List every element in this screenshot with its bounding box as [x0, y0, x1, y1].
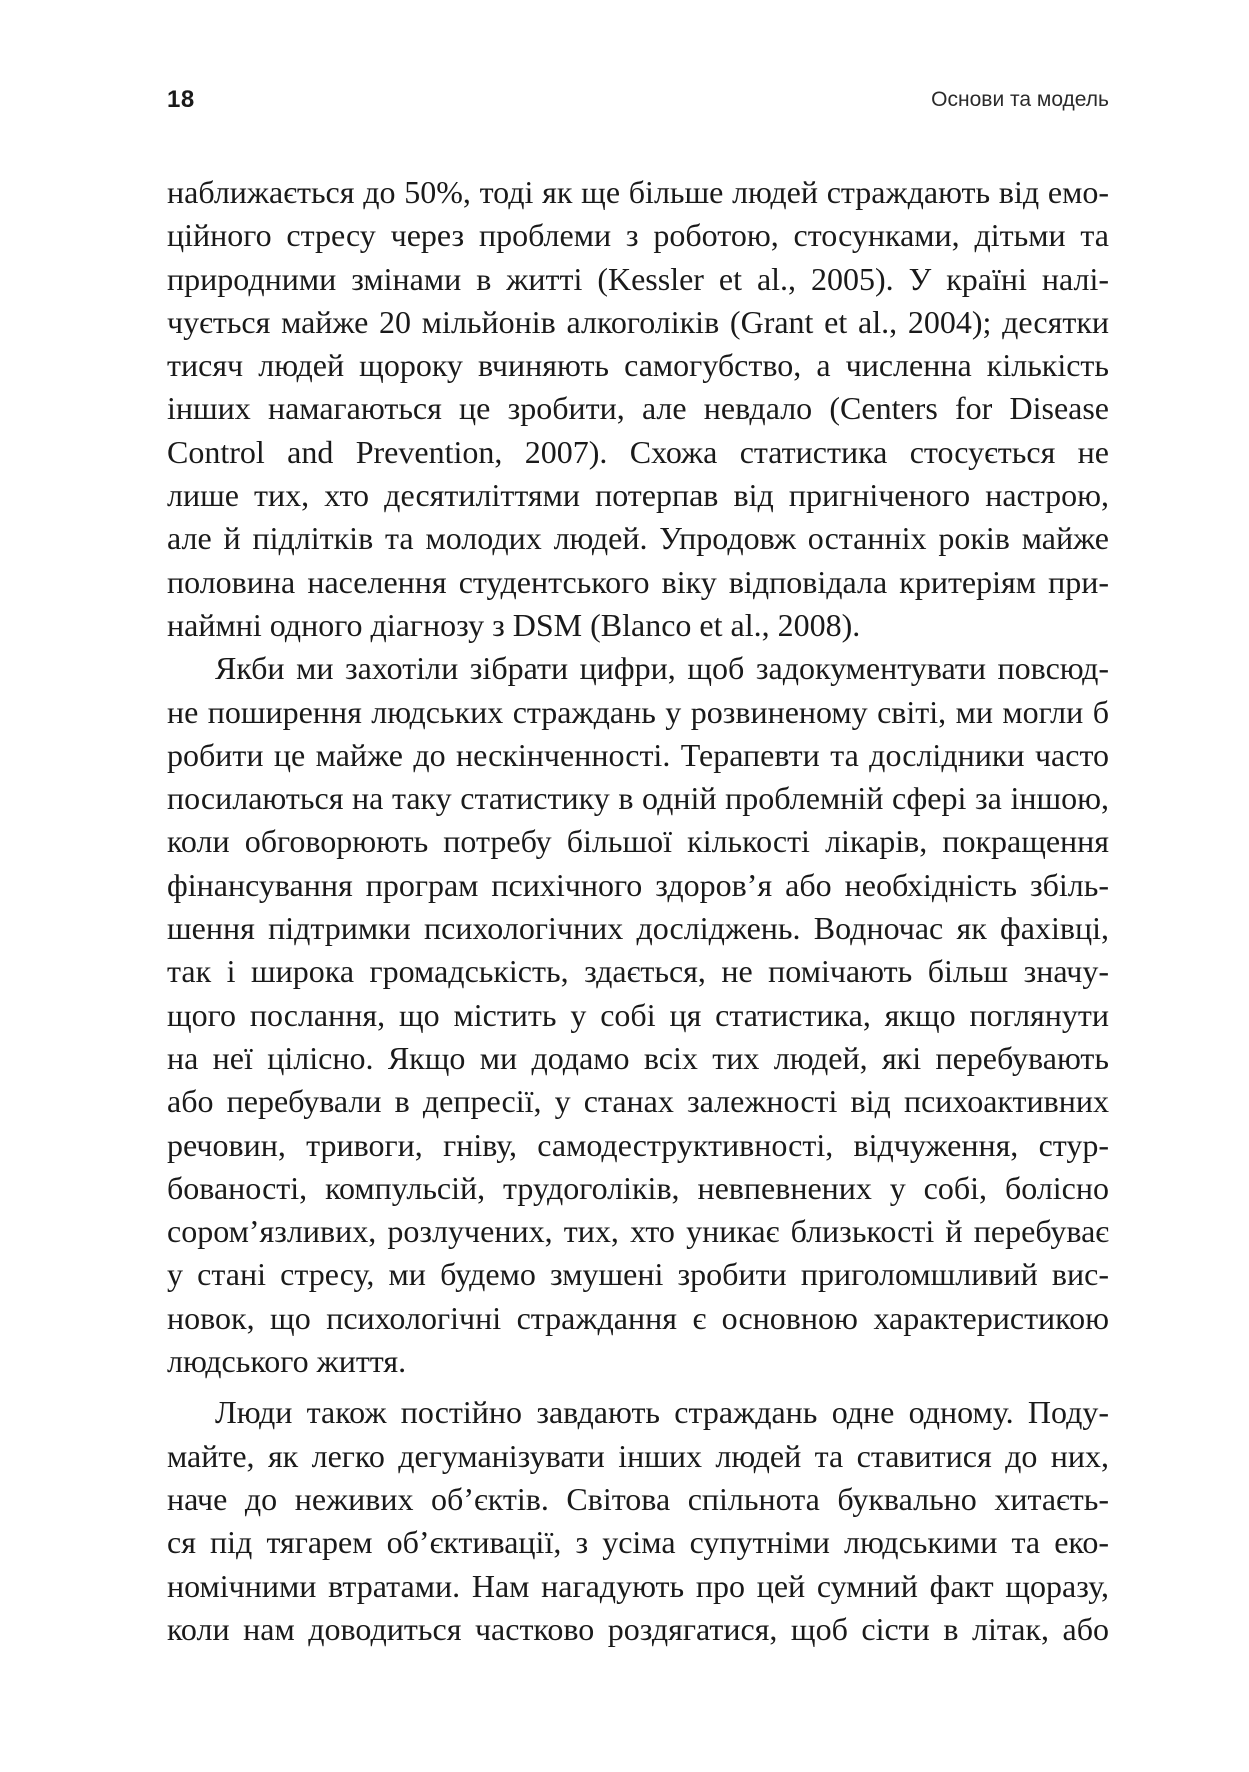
body-text: [167, 171, 1109, 1651]
text-line: ся під тягарем об’єктивації, з усіма супутніми людськими та еко-: [167, 1524, 1109, 1561]
text-line: на неї цілісно. Якщо ми додамо всіх тих людей, які перебувають: [167, 1039, 1109, 1076]
text-line: Control and Prevention, 2007). Схожа статистика стосується не: [167, 433, 1109, 470]
text-line: наближається до 50%, тоді як ще більше людей страждають від емо-: [167, 174, 1109, 210]
text-line: коли нам доводиться частково роздягатися, щоб сісти в літак, або: [167, 1610, 1109, 1647]
paragraph-2: [167, 647, 1109, 1383]
text-line: у стані стресу, ми будемо змушені зробити приголомшливий вис-: [167, 1256, 1109, 1293]
text-line: чується майже 20 мільйонів алкоголіків (Grant et al., 2004); десятки: [167, 303, 1109, 340]
text-line: речовин, тривоги, гніву, самодеструктивності, відчуження, стур-: [167, 1126, 1109, 1163]
text-line: коли обговорюють потребу більшої кількості лікарів, покращення: [167, 823, 1109, 860]
text-line: ційного стресу через проблеми з роботою, стосунками, дітьми та: [167, 217, 1109, 254]
text-line: робити це майже до нескінченності. Терапевти та дослідники часто: [167, 736, 1109, 773]
text-line: інших намагаються це зробити, але невдало (Centers for Disease: [167, 390, 1109, 427]
running-title: Основи та модель: [931, 88, 1109, 111]
text-line: бованості, компульсій, трудоголіків, невпевнених у собі, болісно: [167, 1169, 1109, 1206]
text-line: тисяч людей щороку вчиняють самогубство, а численна кількість: [167, 347, 1109, 384]
text-line: не поширення людських страждань у розвиненому світі, ми могли б: [167, 693, 1109, 730]
paragraph-spacer: [167, 1383, 1109, 1391]
text-line: людського життя.: [167, 1343, 407, 1380]
page-number: 18: [167, 86, 195, 113]
text-line: сором’язливих, розлучених, тих, хто уникає близькості й перебуває: [167, 1213, 1109, 1250]
text-line: фінансування програм психічного здоров’я або необхідність збіль-: [167, 866, 1109, 903]
running-header: [167, 86, 1109, 126]
text-line: новок, що психологічні страждання є основною характеристикою: [167, 1299, 1109, 1336]
text-line: половина населення студентського віку відповідала критеріям при-: [167, 563, 1109, 600]
text-line: наче до неживих об’єктів. Світова спільнота буквально хитаєть-: [167, 1480, 1109, 1517]
text-line: природними змінами в житті (Kessler et al., 2005). У країні налі-: [167, 260, 1109, 297]
text-line: щого послання, що містить у собі ця статистика, якщо поглянути: [167, 996, 1109, 1033]
text-line: але й підлітків та молодих людей. Упродовж останніх років майже: [167, 520, 1109, 557]
text-line: лише тих, хто десятиліттями потерпав від пригніченого настрою,: [167, 477, 1109, 514]
text-line: номічними втратами. Нам нагадують про цей сумний факт щоразу,: [167, 1567, 1109, 1604]
text-line: шення підтримки психологічних досліджень. Водночас як фахівці,: [167, 910, 1109, 947]
text-line: або перебували в депресії, у станах залежності від психоактивних: [167, 1083, 1109, 1120]
text-line: посилаються на таку статистику в одній проблемній сфері за іншою,: [167, 780, 1109, 817]
text-line: майте, як легко дегуманізувати інших людей та ставитися до них,: [167, 1437, 1109, 1474]
text-line: наймні одного діагнозу з DSM (Blanco et al., 2008).: [167, 606, 861, 643]
paragraph-1: [167, 171, 1109, 647]
paragraph-3: [167, 1391, 1109, 1651]
text-line: так і широка громадськість, здається, не помічають більш значу-: [167, 953, 1109, 990]
text-line: Якби ми захотіли зібрати цифри, щоб задокументувати повсюд-: [215, 650, 1109, 687]
text-line: Люди також постійно завдають страждань одне одному. Поду-: [215, 1394, 1109, 1431]
